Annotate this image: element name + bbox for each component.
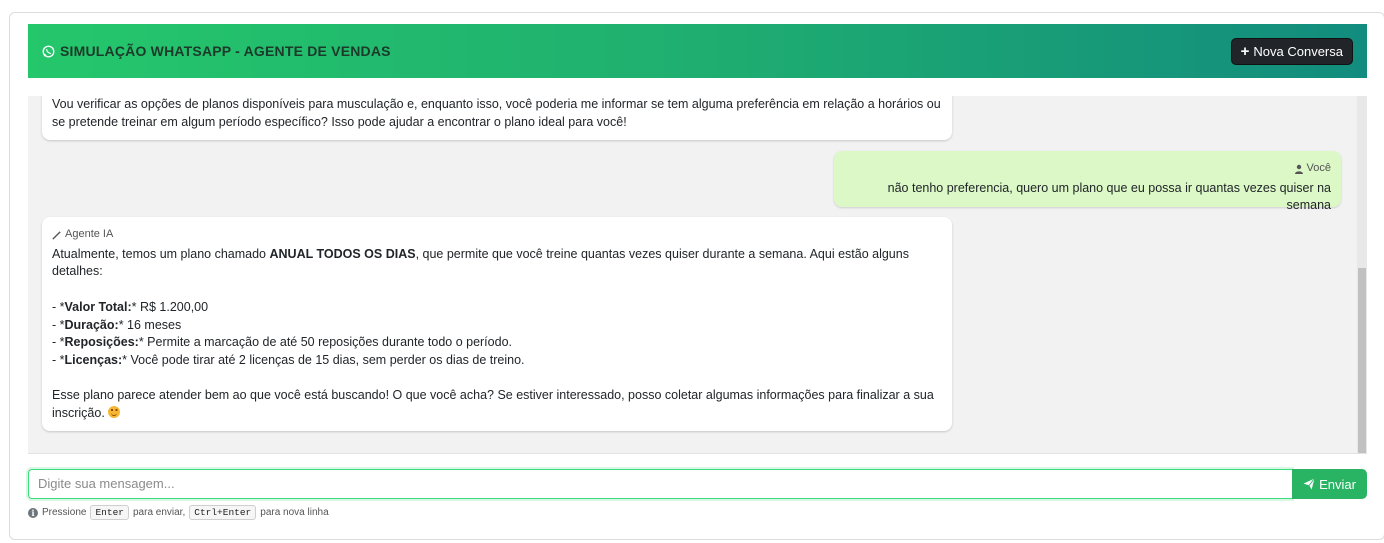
- chat-scrollbar[interactable]: [1357, 96, 1367, 454]
- bot-message: [42, 217, 952, 431]
- user-icon: [1294, 164, 1304, 174]
- hint-text: para nova linha: [260, 507, 329, 518]
- message-line: detalhes:: [52, 264, 103, 279]
- detail-line: [52, 317, 942, 335]
- detail-label: Licenças:: [64, 352, 123, 367]
- message-list[interactable]: [28, 96, 1367, 454]
- hint-text: para enviar,: [132, 507, 186, 518]
- send-label: Enviar: [1319, 476, 1356, 492]
- text-run: - *: [52, 335, 65, 350]
- sender-label: [52, 226, 942, 244]
- paper-plane-icon: [1303, 478, 1315, 490]
- bot-message: [42, 96, 952, 140]
- text-run: inscrição.: [52, 406, 109, 420]
- detail-line: [52, 299, 942, 317]
- message-text: não tenho preferencia, quero um plano que eu possa ir quantas vezes quiser na semana: [887, 180, 1331, 213]
- new-chat-button[interactable]: [1231, 38, 1353, 65]
- header-title-group: [42, 43, 391, 59]
- detail-label: Duração:: [64, 317, 119, 332]
- detail-value: * R$ 1.200,00: [131, 299, 209, 314]
- text-run: - *: [52, 299, 65, 314]
- text-run: Atualmente, temos um plano chamado: [52, 246, 270, 261]
- detail-value: * 16 meses: [118, 317, 182, 332]
- hint-text: Pressione: [42, 507, 87, 518]
- detail-value: * Permite a marcação de até 50 reposições durante todo o período.: [138, 335, 512, 350]
- smile-emoji-icon: [108, 406, 120, 418]
- text-run: - *: [52, 317, 65, 332]
- send-button[interactable]: [1292, 469, 1367, 499]
- detail-value: * Você pode tirar até 2 licenças de 15 dias, sem perder os dias de treino.: [122, 352, 525, 367]
- composer: [28, 469, 1367, 499]
- scrollbar-thumb[interactable]: [1358, 268, 1366, 454]
- page-title: SIMULAÇÃO WHATSAPP - AGENTE DE VENDAS: [60, 43, 391, 59]
- keyboard-hint: [28, 505, 329, 520]
- blank-line: [52, 281, 942, 299]
- detail-label: Valor Total:: [64, 299, 132, 314]
- message-input[interactable]: [28, 469, 1292, 499]
- message-line: se pretende treinar em algum período específico? Isso pode ajudar a encontrar o plano ideal para você!: [52, 114, 627, 129]
- message-line: Vou verificar as opções de planos disponíveis para musculação e, enquanto isso, você poderia me informar se tem alguma preferência em relação a horários ou: [52, 97, 941, 111]
- ctrl-enter-key: Ctrl+Enter: [189, 505, 256, 520]
- enter-key: Enter: [90, 505, 129, 520]
- detail-line: [52, 352, 942, 370]
- chat-header: [28, 24, 1367, 78]
- user-message: [834, 151, 1341, 213]
- plan-name: ANUAL TODOS OS DIAS: [269, 246, 416, 261]
- sender-name: Você: [1306, 162, 1331, 174]
- detail-line: [52, 334, 942, 352]
- sender-name: Agente IA: [65, 228, 114, 240]
- plus-icon: +: [1240, 42, 1250, 60]
- sender-label: [844, 160, 1331, 178]
- magic-wand-icon: [52, 230, 62, 240]
- new-chat-label: Nova Conversa: [1253, 43, 1343, 59]
- whatsapp-icon: [42, 45, 55, 58]
- message-line: [52, 246, 942, 264]
- message-line: [52, 405, 942, 423]
- info-icon: i: [28, 508, 38, 518]
- detail-label: Reposições:: [64, 335, 139, 350]
- blank-line: [52, 370, 942, 388]
- message-line: Esse plano parece atender bem ao que você está buscando! O que você acha? Se estiver interessado, posso coletar algumas informações para finalizar a sua: [52, 388, 934, 403]
- text-run: , que permite que você treine quantas vezes quiser durante a semana. Aqui estão alguns: [415, 246, 909, 261]
- text-run: - *: [52, 352, 65, 367]
